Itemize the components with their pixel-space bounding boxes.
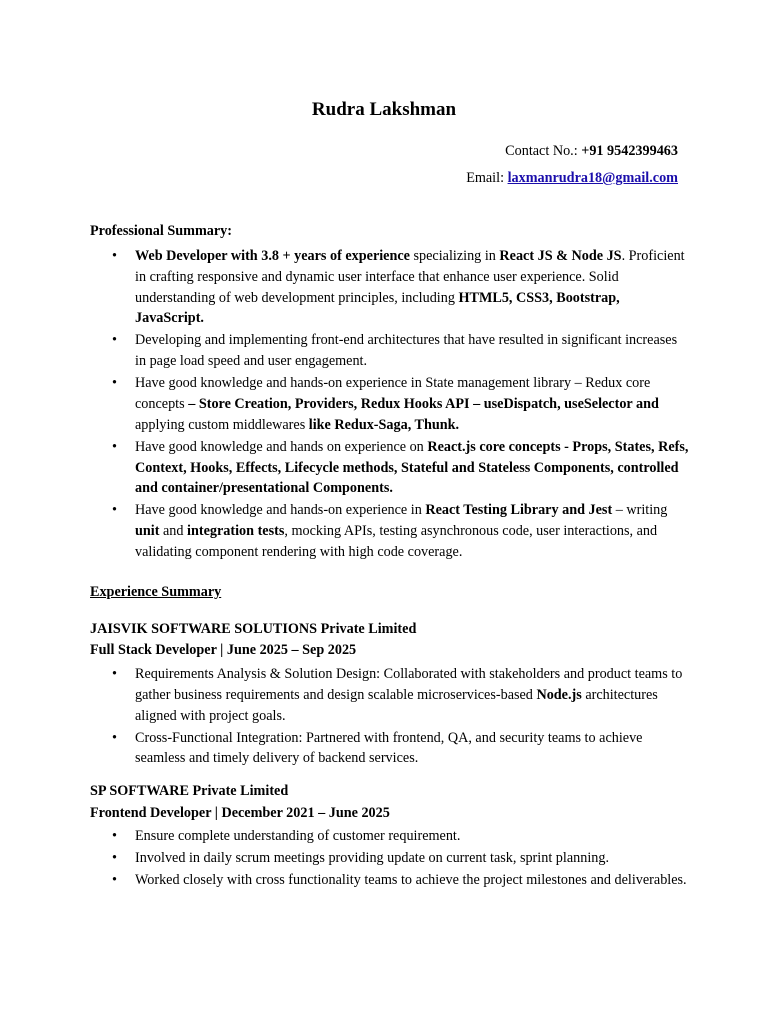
bold-text: React.js core concepts - Props, States, Refs, Context, Hooks, Effects, Lifecycle methods, Stateful and Stateless Components, controlled and container/presentational Components. [135,438,689,497]
bullet-item [90,848,690,869]
bullet-item [90,728,690,770]
bold-text: Web Developer with 3.8 + years of experience [135,248,410,264]
text-run: Worked closely with cross functionality teams to achieve the project milestones and deliverables. [135,871,687,888]
bullet-icon: • [112,729,117,746]
bold-text: – Store Creation, Providers, Redux Hooks API – useDispatch, useSelector and [188,395,659,412]
email-label: Email: [466,170,508,186]
text-run: Requirements Analysis & Solution Design: Collaborated with stakeholders and product teams to gather business requirements and design scalable microservices-based [135,666,683,703]
experience-summary-heading: Experience Summary [90,584,222,600]
text-run: , mocking APIs, testing asynchronous code, user interactions, and validating component rendering with high code coverage. [135,523,658,560]
bullet-icon: • [112,332,117,349]
bullet-item [90,870,690,891]
text-run: specializing in [409,248,500,264]
job-company: SP SOFTWARE Private Limited [90,783,289,799]
text-run: Have good knowledge and hands-on experience in [135,502,426,519]
bullet-icon: • [112,438,117,455]
bullet-icon: • [112,666,117,682]
bullet-icon: • [112,828,117,844]
bullet-icon: • [112,849,117,866]
email-line [466,170,678,187]
text-run: and [159,523,188,540]
email-link[interactable]: laxmanrudra18@gmail.com [507,170,678,186]
bold-text: integration tests [187,523,285,540]
text-run: Developing and implementing front-end architectures that have resulted in significant increases in page load speed and user engagement. [135,332,678,370]
bold-text: unit [135,523,160,540]
bullet-item [90,500,690,562]
contact-number [505,143,678,160]
job-role: Full Stack Developer | June 2025 – Sep 2025 [90,642,357,658]
text-run: – writing [612,502,668,519]
bullet-icon: • [112,871,117,888]
text-run: Cross-Functional Integration: Partnered with frontend, QA, and security teams to achieve seamless and timely delivery of backend services. [135,729,643,767]
bullet-item [90,246,690,329]
text-run: Ensure complete understanding of customer requirement. [135,828,461,844]
job-role: Frontend Developer | December 2021 – June 2025 [90,805,390,821]
bold-text: like Redux-Saga, Thunk. [308,416,460,433]
bold-text: React Testing Library and Jest [425,502,613,519]
text-run: applying custom middlewares [135,416,309,433]
bullet-icon: • [112,502,117,519]
job-bullets [90,826,690,892]
bullet-item [90,664,690,726]
bold-text: React JS & Node JS [499,248,622,264]
bold-text: HTML5, CSS3, Bootstrap, JavaScript. [135,289,620,327]
text-run: Have good knowledge and hands on experience on [135,438,428,455]
contact-value: +91 9542399463 [581,143,678,159]
bullet-icon: • [112,375,117,392]
professional-summary-heading: Professional Summary: [90,223,232,239]
text-run: architectures aligned with project goals. [135,686,658,724]
text-run: Involved in daily scrum meetings providing update on current task, sprint planning. [135,849,610,866]
bullet-item [90,826,690,847]
bullet-item [90,373,690,435]
text-run: Have good knowledge and hands-on experience in State management library – Redux core concepts [135,375,651,412]
text-run: . Proficient in crafting responsive and dynamic user interface that enhance user experience. Solid understanding of web development principles, including [135,248,685,306]
candidate-name: Rudra Lakshman [311,99,457,120]
bullet-item [90,437,690,499]
professional-summary-list [90,246,690,564]
job-company: JAISVIK SOFTWARE SOLUTIONS Private Limited [90,621,417,637]
contact-label: Contact No.: [505,143,582,159]
job-bullets [90,664,690,770]
bullet-icon: • [112,248,117,264]
bold-text: Node.js [536,686,582,703]
bullet-item [90,330,690,372]
